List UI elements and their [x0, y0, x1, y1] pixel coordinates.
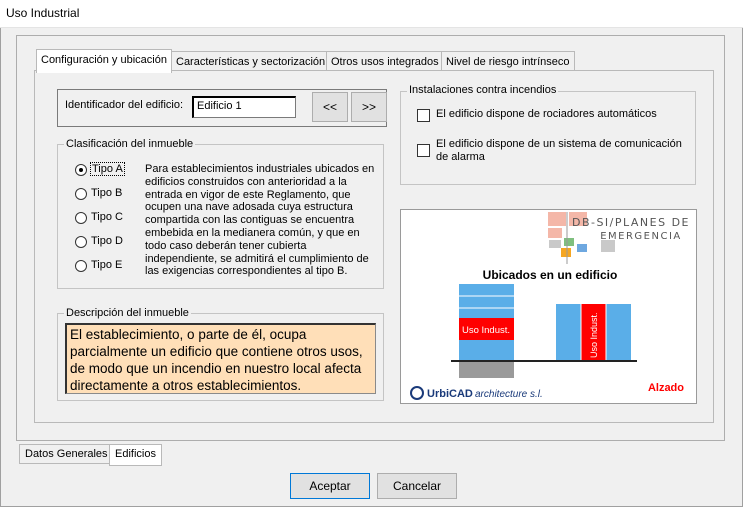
bottom-tab-datos-generales[interactable]: Datos Generales: [19, 444, 114, 464]
decor-square: [564, 238, 574, 246]
sprinklers-label: El edificio dispone de rociadores automáticos: [436, 108, 657, 120]
tab-configuracion[interactable]: Configuración y ubicación: [36, 49, 172, 73]
tipo-b-radio[interactable]: [75, 188, 87, 200]
next-building-button[interactable]: >>: [351, 92, 387, 122]
tab-nivel-riesgo[interactable]: Nivel de riesgo intrínseco: [441, 51, 575, 73]
alarm-communication-label-1: El edificio dispone de un sistema de comunicación: [436, 138, 682, 150]
brand-name: UrbiCAD: [427, 388, 473, 400]
cancel-button[interactable]: [377, 473, 457, 499]
title-bar: [0, 0, 743, 28]
tipo-c-radio[interactable]: [75, 212, 87, 224]
tipo-description: Para establecimientos industriales ubicados en edificios construidos con anterioridad a la entrada en vigor de este Reglamento, que ocupen una nave adosada cuya estructura compartida con las contiguas se encuentra embebida en la medianera común, y que en todo caso deberán tener cubierta independiente, se admitirá el cumplimiento de las exigencias correspondientes al tipo B.: [145, 163, 375, 278]
sprinklers-checkbox[interactable]: [417, 109, 430, 122]
fire-installations-legend: Instalaciones contra incendios: [409, 84, 557, 96]
cancel-label: Cancelar: [392, 479, 442, 493]
prev-building-button[interactable]: <<: [312, 92, 348, 122]
left-industrial-label: Uso Indust.: [461, 325, 511, 336]
bottom-tab-edificios[interactable]: Edificios: [109, 444, 162, 466]
tipo-d-label: Tipo D: [91, 235, 123, 247]
diagram-svg: [401, 210, 697, 404]
tipo-a-radio[interactable]: [75, 164, 87, 176]
tipo-b-label: Tipo B: [91, 187, 123, 199]
building-description-text: El establecimiento, o parte de él, ocupa parcialmente un edificio que contiene otros usos, de modo que un incendio en nuestro local afecta directamente a otros establecimientos.: [65, 323, 376, 394]
tipo-c-label: Tipo C: [91, 211, 123, 223]
decor-square: [548, 228, 562, 238]
accept-button[interactable]: [290, 473, 370, 499]
tipo-a-label: Tipo A: [92, 163, 123, 175]
identifier-label: Identificador del edificio:: [65, 99, 184, 111]
tab-otros-usos[interactable]: Otros usos integrados: [326, 51, 444, 73]
view-label: Alzado: [647, 382, 684, 394]
diagram-header-1: DB-SI/PLANES DE: [571, 216, 691, 229]
decor-square: [548, 212, 566, 226]
tipo-e-radio[interactable]: [75, 260, 87, 272]
urbicad-logo-icon: [411, 387, 423, 399]
decor-square: [549, 240, 561, 248]
tipo-e-label: Tipo E: [91, 259, 123, 271]
decor-square: [561, 248, 571, 257]
decor-square: [577, 244, 587, 252]
classification-legend: Clasificación del inmueble: [66, 138, 194, 150]
window-title: Uso Industrial: [6, 6, 80, 20]
tipo-d-radio[interactable]: [75, 236, 87, 248]
building-id-input[interactable]: Edificio 1: [192, 96, 296, 118]
tipo-a-label-wrap: [91, 163, 124, 175]
brand-suffix: architecture s.l.: [475, 389, 543, 400]
diagram-title: Ubicados en un edificio: [482, 268, 618, 282]
diagram-header-2: EMERGENCIA: [600, 231, 682, 242]
basement: [459, 362, 514, 378]
building-diagram: [400, 209, 697, 404]
tab-caracteristicas[interactable]: Características y sectorización: [171, 51, 330, 73]
accept-label: Aceptar: [309, 479, 351, 493]
alarm-communication-checkbox[interactable]: [417, 144, 430, 157]
right-industrial-label: Uso Indust.: [589, 312, 599, 358]
alarm-communication-label-2: de alarma: [436, 151, 485, 163]
description-legend: Descripción del inmueble: [66, 307, 189, 319]
